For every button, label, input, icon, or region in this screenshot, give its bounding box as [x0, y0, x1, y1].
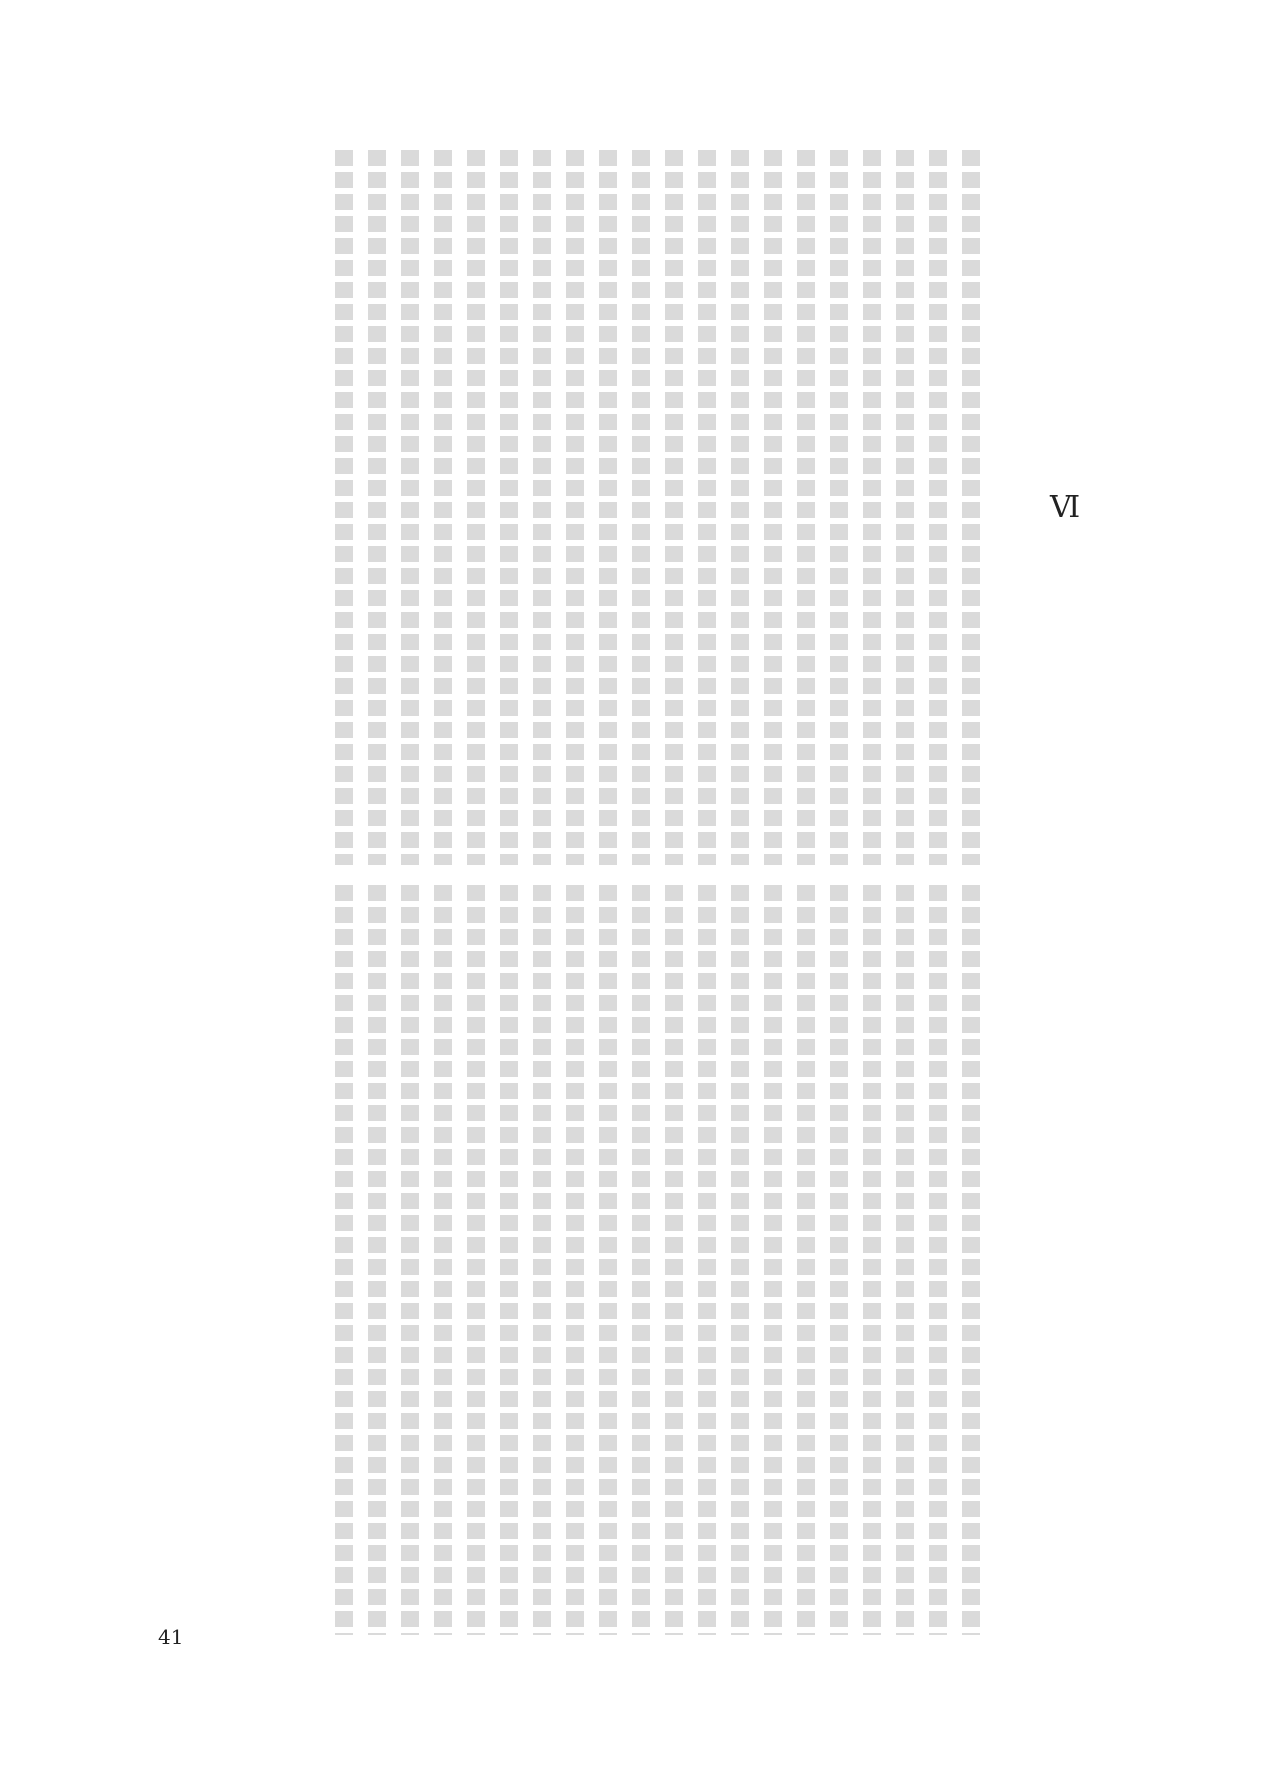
text-column-placeholder [533, 885, 551, 1635]
text-column-placeholder [731, 885, 749, 1635]
text-column-placeholder [566, 150, 584, 865]
text-column-placeholder [632, 150, 650, 865]
text-column-placeholder [434, 885, 452, 1635]
text-column-placeholder [929, 150, 947, 865]
text-column-placeholder [665, 150, 683, 865]
text-tier-top [180, 150, 980, 865]
text-column-placeholder [863, 150, 881, 865]
page-number: 41 [158, 1625, 184, 1649]
text-column-placeholder [863, 885, 881, 1635]
text-column-placeholder [599, 150, 617, 865]
text-column-placeholder [896, 885, 914, 1635]
text-column-placeholder [698, 885, 716, 1635]
text-column-placeholder [830, 150, 848, 865]
text-column-placeholder [566, 885, 584, 1635]
text-column-placeholder [533, 150, 551, 865]
text-column-placeholder [797, 150, 815, 865]
text-column-placeholder [368, 150, 386, 865]
text-column-placeholder [467, 885, 485, 1635]
text-column-placeholder [500, 150, 518, 865]
text-column-placeholder [401, 885, 419, 1635]
text-column-placeholder [797, 885, 815, 1635]
text-column-placeholder [962, 150, 980, 865]
text-column-placeholder [830, 885, 848, 1635]
text-column-placeholder [368, 885, 386, 1635]
text-column-placeholder [500, 885, 518, 1635]
text-column-placeholder [929, 885, 947, 1635]
text-column-placeholder [467, 150, 485, 865]
text-column-placeholder [335, 150, 353, 865]
text-column-placeholder [764, 885, 782, 1635]
text-column-placeholder [764, 150, 782, 865]
text-column-placeholder [434, 150, 452, 865]
text-column-placeholder [335, 885, 353, 1635]
text-tier-bottom [180, 885, 980, 1635]
text-column-placeholder [599, 885, 617, 1635]
text-column-placeholder [401, 150, 419, 865]
text-column-placeholder [896, 150, 914, 865]
text-column-placeholder [731, 150, 749, 865]
text-column-placeholder [632, 885, 650, 1635]
text-column-placeholder [698, 150, 716, 865]
text-column-placeholder [962, 885, 980, 1635]
text-column-placeholder [665, 885, 683, 1635]
section-marker: Ⅵ [1050, 490, 1081, 525]
